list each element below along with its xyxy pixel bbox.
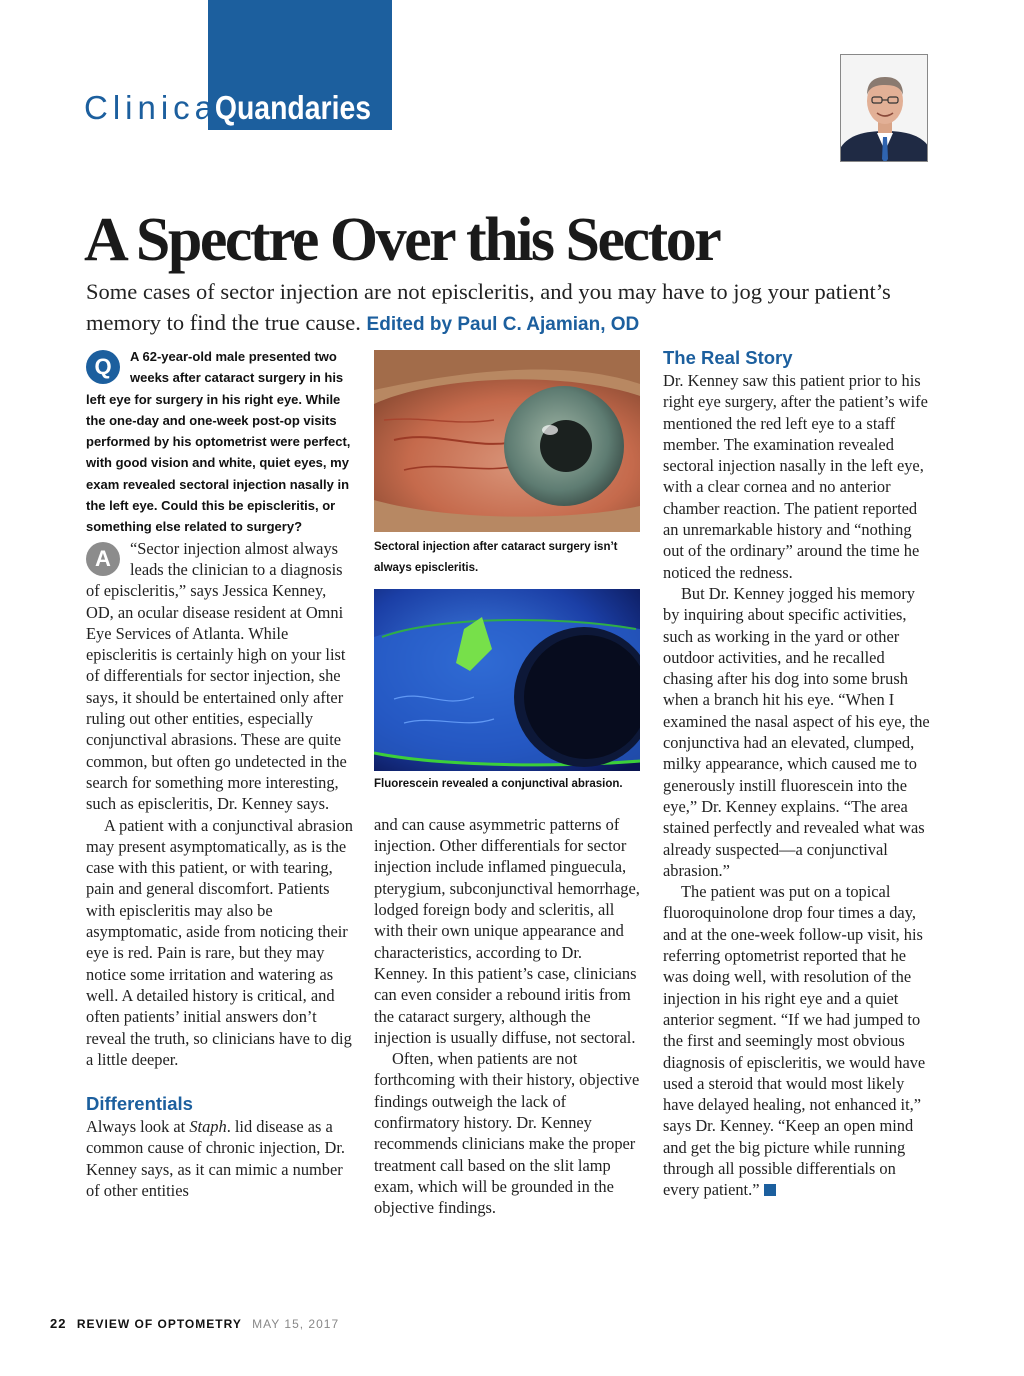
answer-letter: A bbox=[95, 545, 111, 571]
real-story-paragraph: The patient was put on a topical fluoroquinolone drop four times a day, and at the one-week follow-up visit, his referring optometrist reported that he was doing well, with resolution of the injection in his right eye and a quiet anterior segment. “If we had jumped to the first and seemingly most obvious diagnosis of episcleritis, we would have used a steroid that would most likely have delayed healing, not enhanced it,” says Dr. Kenney. “Keep an open mind and get the big picture while running through all possible differentials on every patient.” bbox=[663, 882, 926, 1200]
injected-eye-photo bbox=[374, 350, 640, 532]
page-footer bbox=[50, 1316, 339, 1331]
figure-2-caption: Fluorescein revealed a conjunctival abrasion. bbox=[374, 777, 623, 790]
editor-portrait bbox=[840, 54, 928, 162]
real-story-paragraph: But Dr. Kenney jogged his memory by inquiring about specific activities, such as working in the yard or other outdoor activities, and he recalled chasing after his dog into some brush when a branch hit his eye. “When I examined the nasal aspect of his eye, the conjunctiva had an elevated, clumped, milky appearance, which caused me to generously instill fluorescein into the eye,” Dr. Kenney explains. “The area stained perfectly and revealed what was already suspected—a conjunctival abrasion.” bbox=[663, 583, 930, 880]
real-story-heading: The Real Story bbox=[663, 347, 793, 368]
figure-1-caption: Sectoral injection after cataract surgery isn’t always episcleritis. bbox=[374, 541, 618, 575]
staph-italic: Staph bbox=[189, 1117, 227, 1137]
fluorescein-eye-photo bbox=[374, 589, 640, 771]
column-header bbox=[84, 88, 398, 130]
answer-paragraph: “Sector injection almost always leads the clinician to a diagnosis of episcleritis,” says Jessica Kenney, OD, an ocular disease resident at Omni Eye Services of Atlanta. While episcleritis is certainly high on your list of differentials for sector injection, she says, it should be entertained only after ruling out other entities, especially conjunctival abrasions. These are quite common, but often go undetected in the search for something more interesting, such as episcleritis, Dr. Kenney says. bbox=[86, 538, 347, 814]
differentials-paragraph: Often, when patients are not forthcoming with their history, objective findings outweigh the lack of confirmatory history. Dr. Kenney recommends clinicians make the proper treatment call based on the slit lamp exam, which will be grounded in the objective findings. bbox=[374, 1049, 640, 1218]
article-deck bbox=[86, 276, 956, 340]
page-number: 22 bbox=[50, 1316, 67, 1331]
answer-block bbox=[86, 538, 356, 1070]
question-text: A 62-year-old male presented two weeks after cataract surgery in his left eye for surgery in his right eye. While the one-day and one-week post-op visits performed by his optometrist were perfect, with good vision and white, quiet eyes, my exam revealed sectoral injection nasally in the left eye. Could this be episcleritis, or something else related to surgery? bbox=[86, 349, 351, 535]
question-letter: Q bbox=[94, 354, 112, 379]
deck-text: Some cases of sector injection are not episcleritis, and you may have to jog your patient’s memory to find the true cause. bbox=[86, 279, 891, 335]
real-story-paragraph: Dr. Kenney saw this patient prior to his right eye surgery, after the patient’s wife mentioned the red left eye to a staff member. The examination revealed sectoral injection nasally in the left eye, with a clear cornea and no anterior chamber reaction. The patient reported an unremarkable history and “nothing out of the ordinary” around the time he noticed the redness. bbox=[663, 371, 928, 582]
end-mark-icon bbox=[764, 1184, 776, 1196]
column-1 bbox=[86, 346, 356, 1201]
question-badge-icon bbox=[86, 350, 120, 384]
answer-paragraph: A patient with a conjunctival abrasion may present asymptomatically, as is the case with this patient, or with tearing, pain and general discomfort. Patients with episcleritis may also be asymptomatic, aside from noticing their eye is red. Pain is rare, but they may notice some irritation and watering as well. A detailed history is critical, and often patients’ initial answers don’t reveal the truth, so clinicians have to dig a little deeper. bbox=[86, 815, 353, 1069]
figure-fluorescein-eye bbox=[374, 589, 640, 771]
differentials-intro: Always look at Staph. lid disease as a common cause of chronic injection, Dr. Kenney says, as it can mimic a number of other entities bbox=[86, 1117, 345, 1200]
header-bold-text: Quandaries bbox=[214, 89, 372, 126]
figure-injected-eye bbox=[374, 350, 640, 532]
editor-credit: Edited by Paul C. Ajamian, OD bbox=[366, 314, 640, 335]
differentials-heading: Differentials bbox=[86, 1093, 193, 1115]
article-title: A Spectre Over this Sector bbox=[84, 206, 720, 274]
publication-name: REVIEW OF OPTOMETRY bbox=[76, 1317, 242, 1331]
header-light-text: Clinical bbox=[84, 89, 231, 126]
issue-date: MAY 15, 2017 bbox=[252, 1317, 340, 1331]
question-block bbox=[86, 346, 356, 538]
differentials-paragraph: and can cause asymmetric patterns of injection. Other differentials for sector injection include inflamed pinguecula, pterygium, subconjunctival hemorrhage, lodged foreign body and scleritis, all with their own unique appearance and characteristics, according to Dr. Kenney. In this patient’s case, clinicians can even consider a rebound iritis from the cataract surgery, although the injection is usually diffuse, not sectoral. bbox=[374, 814, 640, 1047]
column-3 bbox=[663, 346, 935, 1201]
column-2 bbox=[374, 346, 640, 1219]
answer-badge-icon bbox=[86, 542, 120, 576]
